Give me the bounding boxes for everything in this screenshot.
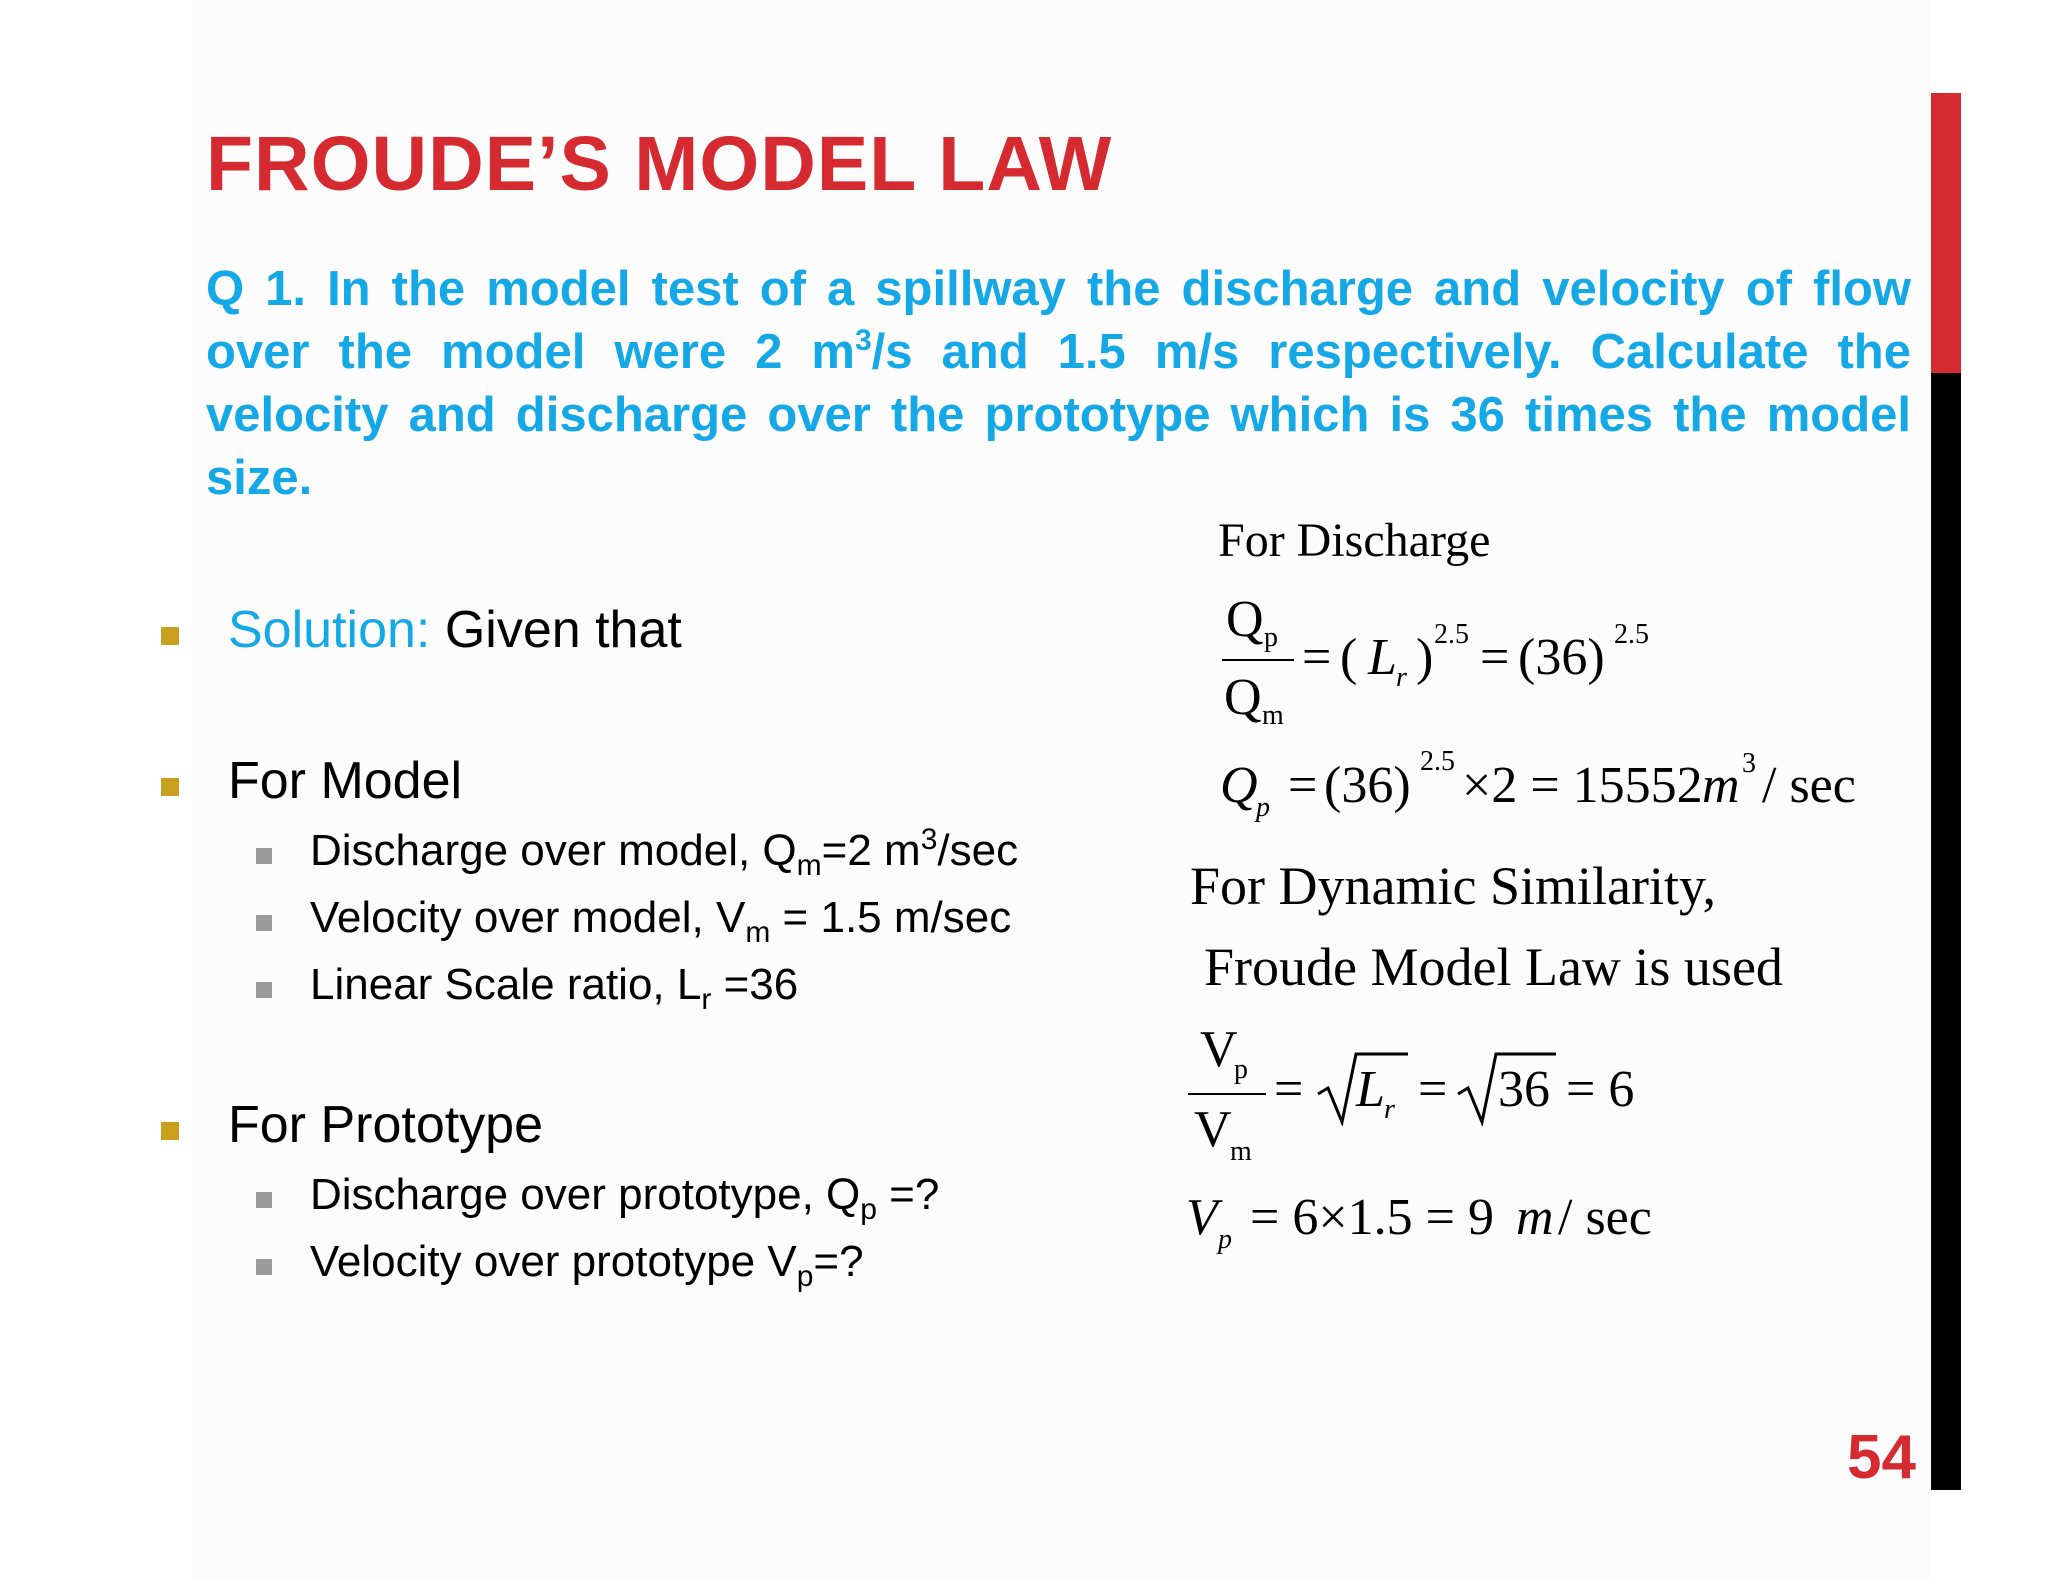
model-velocity <box>310 893 1012 949</box>
eq1-close-paren: ) <box>1416 629 1434 686</box>
eq1-fraction-bar <box>1222 659 1294 661</box>
prototype-velocity-sub: p <box>796 1260 814 1293</box>
dynamic-line-2: Froude Model Law is used <box>1204 937 1783 997</box>
eq1-open-paren: ( <box>1340 629 1358 686</box>
eq4-unit <box>1516 1188 1554 1247</box>
eq3-equals-1: = <box>1274 1061 1304 1118</box>
prototype-velocity <box>310 1237 864 1293</box>
eq1-exponent-2: 2.5 <box>1614 619 1649 650</box>
question-part2: /s and 1.5 m/s respectively. Calculate the velocity and discharge over the prototype which is 36 times the model size. <box>206 325 1911 505</box>
eq1-denominator: Q <box>1224 669 1262 726</box>
model-scale-post: =36 <box>711 960 799 1009</box>
eq1-exponent-1: 2.5 <box>1434 619 1469 650</box>
eq4-unit-symbol: m <box>1516 1189 1554 1246</box>
slide-title: FROUDE’S MODEL LAW <box>206 121 1113 207</box>
eq1-numerator-sub: p <box>1264 622 1278 653</box>
prototype-discharge <box>310 1170 940 1226</box>
eq1-value: (36) <box>1518 629 1605 686</box>
eq2-unit-symbol: m <box>1702 757 1740 814</box>
eq3-numerator: V <box>1200 1021 1238 1078</box>
prototype-heading: For Prototype <box>228 1096 544 1154</box>
eq1-lr-sub <box>1396 662 1407 694</box>
eq4-rhs: = 6×1.5 = 9 <box>1250 1189 1494 1246</box>
eq2-equals: = <box>1288 757 1318 814</box>
eq3-numerator-sub: p <box>1234 1054 1248 1085</box>
prototype-discharge-post: =? <box>876 1170 940 1219</box>
eq3-root2: 36 <box>1498 1061 1550 1118</box>
eq4-lhs <box>1186 1188 1218 1247</box>
bullet-square-icon <box>161 627 179 645</box>
model-discharge-post: /sec <box>937 826 1019 875</box>
model-discharge-sub: m <box>796 849 822 882</box>
eq2-exponent: 2.5 <box>1420 746 1455 777</box>
eq2-unit-sup: 3 <box>1742 748 1756 779</box>
eq3-root1-sub <box>1384 1094 1395 1126</box>
model-discharge <box>310 823 1019 882</box>
model-velocity-post: = 1.5 m/sec <box>770 893 1012 942</box>
sub-bullet-icon <box>256 848 272 864</box>
eq2-lhs-sub-symbol: p <box>1256 792 1270 823</box>
eq3-equals-2: = <box>1418 1061 1448 1118</box>
bullet-square-icon <box>161 778 179 796</box>
prototype-velocity-post: =? <box>813 1237 864 1286</box>
eq3-denominator-sub: m <box>1230 1136 1252 1167</box>
eq1-lr-sub-symbol: r <box>1396 662 1407 693</box>
model-discharge-text: Discharge over model, Q <box>310 826 797 875</box>
eq2-rest: ×2 = 15552 <box>1462 757 1703 814</box>
eq2-unit <box>1702 756 1740 815</box>
eq1-lr-symbol: L <box>1368 629 1397 686</box>
sub-bullet-icon <box>256 982 272 998</box>
solution-text: Given that <box>430 601 682 659</box>
dynamic-line-1: For Dynamic Similarity, <box>1190 856 1716 916</box>
eq2-lhs-symbol: Q <box>1220 757 1258 814</box>
prototype-velocity-text: Velocity over prototype V <box>310 1237 797 1286</box>
page-number: 54 <box>1847 1423 1916 1492</box>
question-sup: 3 <box>854 324 872 357</box>
eq1-numerator: Q <box>1226 591 1264 648</box>
model-discharge-mid: =2 m <box>821 826 921 875</box>
eq3-denominator: V <box>1194 1101 1232 1158</box>
eq2-lhs <box>1220 756 1258 815</box>
eq4-lhs-symbol: V <box>1186 1189 1218 1246</box>
eq3-result: = 6 <box>1566 1061 1635 1118</box>
sub-bullet-icon <box>256 1192 272 1208</box>
model-scale <box>310 960 799 1016</box>
question-part1: Q 1. In the model test of a spillway the discharge and velocity of flow over the model were 2 m <box>206 262 1911 379</box>
eq1-denominator-sub: m <box>1262 700 1284 731</box>
accent-bar-black <box>1931 373 1961 1490</box>
prototype-discharge-sub: p <box>860 1193 877 1226</box>
eq1-equals-b: = <box>1480 629 1510 686</box>
prototype-discharge-text: Discharge over prototype, Q <box>310 1170 861 1219</box>
eq1-equals-a: = <box>1302 629 1332 686</box>
bullet-square-icon <box>161 1122 179 1140</box>
eq4-lhs-sub <box>1218 1224 1232 1256</box>
question-text <box>206 258 1911 510</box>
model-scale-sub: r <box>701 983 712 1016</box>
eq3-fraction-bar <box>1188 1093 1266 1095</box>
sub-bullet-icon <box>256 1259 272 1275</box>
model-velocity-sub: m <box>745 916 771 949</box>
eq2-lhs-sub <box>1256 792 1270 824</box>
eq4-lhs-sub-symbol: p <box>1218 1224 1232 1255</box>
eq3-root1-symbol: L <box>1356 1061 1385 1118</box>
model-scale-text: Linear Scale ratio, L <box>310 960 702 1009</box>
eq2-value: (36) <box>1324 757 1411 814</box>
sub-bullet-icon <box>256 915 272 931</box>
eq2-per: / sec <box>1762 757 1856 814</box>
model-velocity-text: Velocity over model, V <box>310 893 746 942</box>
eq1-lr <box>1368 628 1397 687</box>
eq4-per: / sec <box>1558 1189 1652 1246</box>
model-heading: For Model <box>228 752 463 810</box>
model-discharge-sup: 3 <box>920 823 938 856</box>
eq3-root1 <box>1356 1060 1385 1119</box>
discharge-heading: For Discharge <box>1218 514 1491 567</box>
solution-label: Solution: <box>228 601 431 659</box>
eq3-root1-sub-symbol: r <box>1384 1094 1395 1125</box>
solution-line <box>228 600 682 660</box>
accent-bar-red <box>1931 93 1961 373</box>
